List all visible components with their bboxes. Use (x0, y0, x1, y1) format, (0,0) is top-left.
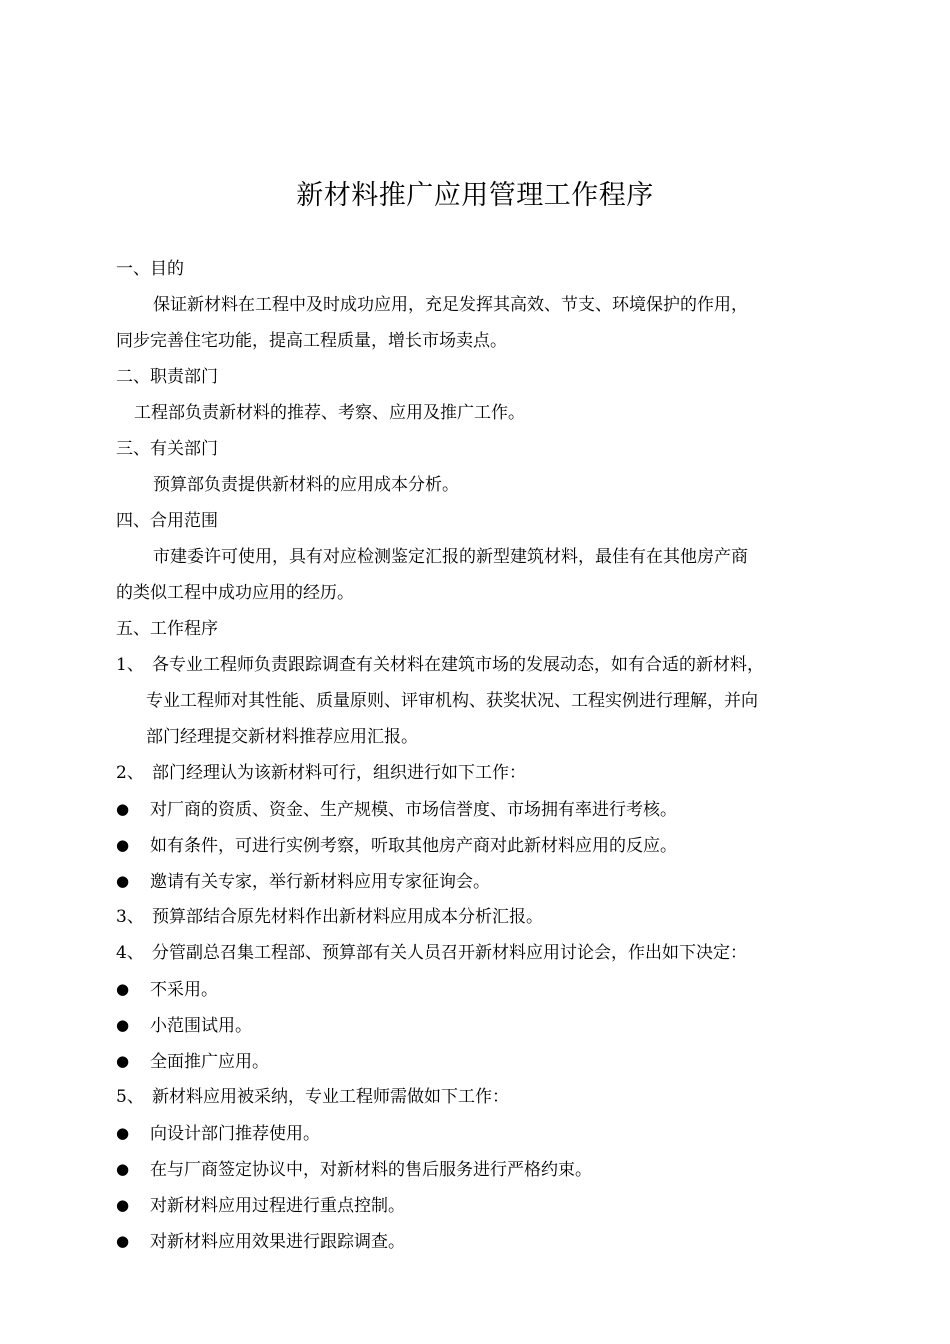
bullet-item (116, 1121, 320, 1146)
item-text: 预算部结合原先材料作出新材料应用成本分析汇报。 (152, 907, 543, 927)
item-number: 4、 (116, 943, 144, 963)
bullet-icon: ● (116, 1232, 130, 1250)
bullet-icon: ● (116, 1160, 130, 1178)
item-text: 在与厂商签定协议中，对新材料的售后服务进行严格约束。 (150, 1160, 592, 1180)
item-number: 2、 (116, 763, 144, 783)
bullet-item (116, 869, 490, 894)
numbered-item-2 (116, 761, 526, 785)
bullet-icon: ● (116, 800, 130, 818)
bullet-icon: ● (116, 1052, 130, 1070)
paragraph-line: 市建委许可使用，具有对应检测鉴定汇报的新型建筑材料，最佳有在其他房产商 (153, 547, 748, 567)
item-number: 5、 (116, 1087, 144, 1107)
bullet-item (116, 1049, 269, 1074)
item-text: 新材料应用被采纳，专业工程师需做如下工作： (152, 1087, 509, 1107)
numbered-item-1 (116, 653, 764, 677)
item-text: 向设计部门推荐使用。 (150, 1124, 320, 1144)
item-text: 分管副总召集工程部、预算部有关人员召开新材料应用讨论会，作出如下决定： (152, 943, 747, 963)
paragraph-line: 部门经理提交新材料推荐应用汇报。 (146, 727, 418, 747)
bullet-item (116, 833, 677, 858)
item-text: 对厂商的资质、资金、生产规模、市场信誉度、市场拥有率进行考核。 (150, 800, 677, 820)
item-number: 1、 (116, 655, 144, 675)
item-number: 3、 (116, 907, 144, 927)
bullet-item (116, 1013, 252, 1038)
numbered-item-5 (116, 1085, 509, 1109)
numbered-item-4 (116, 941, 747, 965)
document-title: 新材料推广应用管理工作程序 (296, 180, 654, 211)
numbered-item-3 (116, 905, 543, 929)
bullet-item (116, 977, 218, 1002)
item-text: 全面推广应用。 (150, 1052, 269, 1072)
bullet-icon: ● (116, 872, 130, 890)
item-text: 邀请有关专家，举行新材料应用专家征询会。 (150, 872, 490, 892)
item-text: 部门经理认为该新材料可行，组织进行如下工作： (152, 763, 526, 783)
paragraph-line: 工程部负责新材料的推荐、考察、应用及推广工作。 (134, 403, 525, 423)
paragraph-line: 预算部负责提供新材料的应用成本分析。 (153, 475, 459, 495)
paragraph-line: 专业工程师对其性能、质量原则、评审机构、获奖状况、工程实例进行理解，并向 (146, 691, 758, 711)
section-heading-procedure: 五、工作程序 (116, 619, 218, 639)
section-heading-related-dept: 三、有关部门 (116, 439, 218, 459)
bullet-item (116, 1193, 405, 1218)
item-text: 如有条件，可进行实例考察，听取其他房产商对此新材料应用的反应。 (150, 836, 677, 856)
bullet-item (116, 1229, 405, 1254)
bullet-item (116, 797, 677, 822)
section-heading-purpose: 一、目的 (116, 259, 184, 279)
bullet-icon: ● (116, 1124, 130, 1142)
item-text: 小范围试用。 (150, 1016, 252, 1036)
bullet-icon: ● (116, 1196, 130, 1214)
section-heading-scope: 四、合用范围 (116, 511, 218, 531)
bullet-icon: ● (116, 1016, 130, 1034)
item-text: 对新材料应用过程进行重点控制。 (150, 1196, 405, 1216)
bullet-item (116, 1157, 592, 1182)
item-text: 对新材料应用效果进行跟踪调查。 (150, 1232, 405, 1252)
bullet-icon: ● (116, 836, 130, 854)
item-text: 不采用。 (150, 980, 218, 1000)
section-heading-responsible-dept: 二、职责部门 (116, 367, 218, 387)
bullet-icon: ● (116, 980, 130, 998)
paragraph-line: 保证新材料在工程中及时成功应用，充足发挥其高效、节支、环境保护的作用， (153, 295, 748, 315)
item-text: 各专业工程师负责跟踪调查有关材料在建筑市场的发展动态，如有合适的新材料， (152, 655, 764, 675)
paragraph-line: 的类似工程中成功应用的经历。 (116, 583, 354, 603)
paragraph-line: 同步完善住宅功能，提高工程质量，增长市场卖点。 (116, 331, 507, 351)
